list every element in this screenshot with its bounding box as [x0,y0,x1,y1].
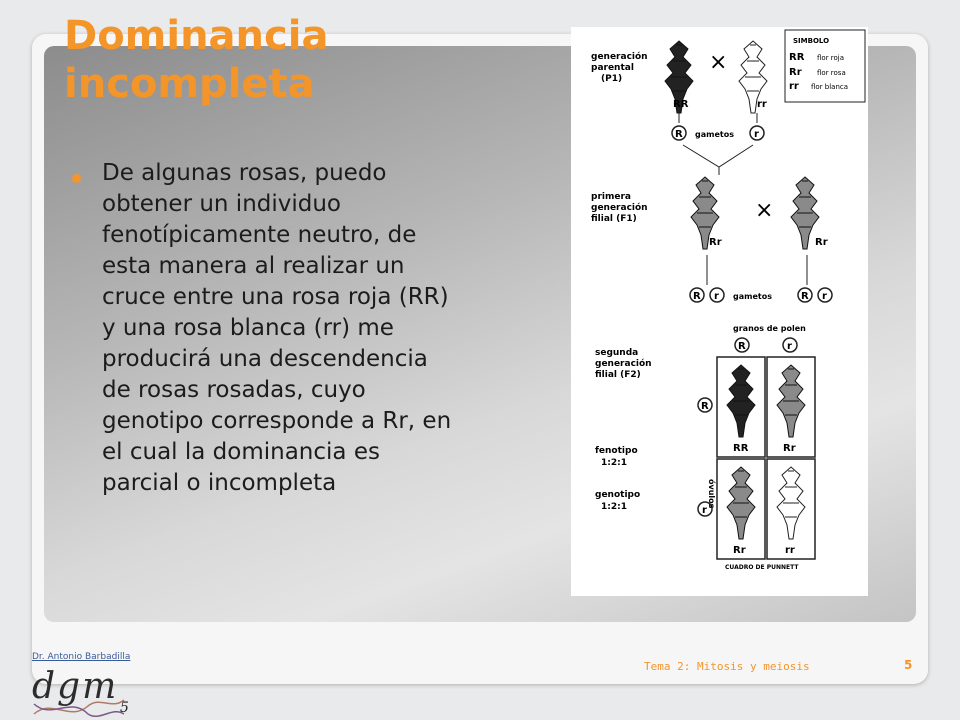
title-line-1: Dominancia [64,13,329,59]
logo-number: 5 [120,700,129,716]
phenotype-label-2: 1:2:1 [601,458,627,468]
punnett-genotype-2: Rr [783,443,796,454]
logo-text: dgm [32,666,119,707]
cross-symbol-f1: × [755,198,774,223]
slide-title [64,12,328,108]
gamete-r-p1: r [754,129,759,140]
parental-label-3: (P1) [601,74,623,84]
f2-label-2: generación [595,359,652,369]
legend-meaning-3: flor blanca [811,83,849,91]
title-line-2: incompleta [64,61,315,107]
f2-label-1: segunda [595,348,639,358]
pollen-label: granos de polen [733,324,806,333]
f1-label-2: generación [591,203,648,213]
page-number: 5 [904,658,913,672]
phenotype-label-1: fenotipo [595,446,638,456]
cross-symbol-p1: × [709,50,728,75]
ovule-R: R [701,401,709,412]
bullet-text: De algunas rosas, puedo obtener un individuo fenotípicamente neutro, de esta manera al realizar un cruce entre una rosa roja (RR) y una rosa blanca (rr) me producirá una descendencia de rosas rosadas, cuyo genotipo corresponde a Rr, en el cual la dominancia es parcial o incompleta [102,160,452,496]
p1-right-genotype: rr [757,99,767,110]
punnett-genotype-1: RR [733,443,749,454]
punnett-caption: CUADRO DE PUNNETT [725,564,799,571]
bullet-icon [72,174,81,183]
genetics-figure [571,27,868,596]
gametes-label-p1: gametos [695,130,734,139]
punnett-genotype-4: rr [785,545,795,556]
ovule-r: r [702,505,707,516]
gamete-r-f1-left: r [714,291,719,302]
f1-label-3: filial (F1) [591,214,637,224]
parental-label-1: generación [591,52,648,62]
gamete-R-f1-left: R [693,291,701,302]
punnett-genotype-3: Rr [733,545,746,556]
ovules-label: óvulos [707,479,716,509]
f1-label-1: primera [591,192,631,202]
gamete-r-f1-right: r [822,291,827,302]
gamete-R-p1: R [675,129,683,140]
parental-label-2: parental [591,63,634,73]
legend-meaning-1: flor roja [817,54,845,62]
bullet-list [72,158,462,499]
pollen-R: R [738,341,746,352]
legend-title: SIMBOLO [793,37,830,45]
legend-meaning-2: flor rosa [817,69,846,77]
genotype-label-1: genotipo [595,490,641,500]
pollen-r: r [787,341,792,352]
p1-left-genotype: RR [673,99,689,110]
gametes-label-f1: gametos [733,292,772,301]
footer-topic: Tema 2: Mitosis y meiosis [644,660,810,673]
legend-symbol-1: RR [789,52,805,63]
gamete-R-f1-right: R [801,291,809,302]
f1-right-genotype: Rr [815,237,828,248]
punnett-diagram [571,27,868,596]
f2-label-3: filial (F2) [595,370,641,380]
legend-symbol-2: Rr [789,67,802,78]
genotype-label-2: 1:2:1 [601,502,627,512]
author-link[interactable]: Dr. Antonio Barbadilla [32,652,131,662]
f1-left-genotype: Rr [709,237,722,248]
legend-symbol-3: rr [789,81,799,92]
